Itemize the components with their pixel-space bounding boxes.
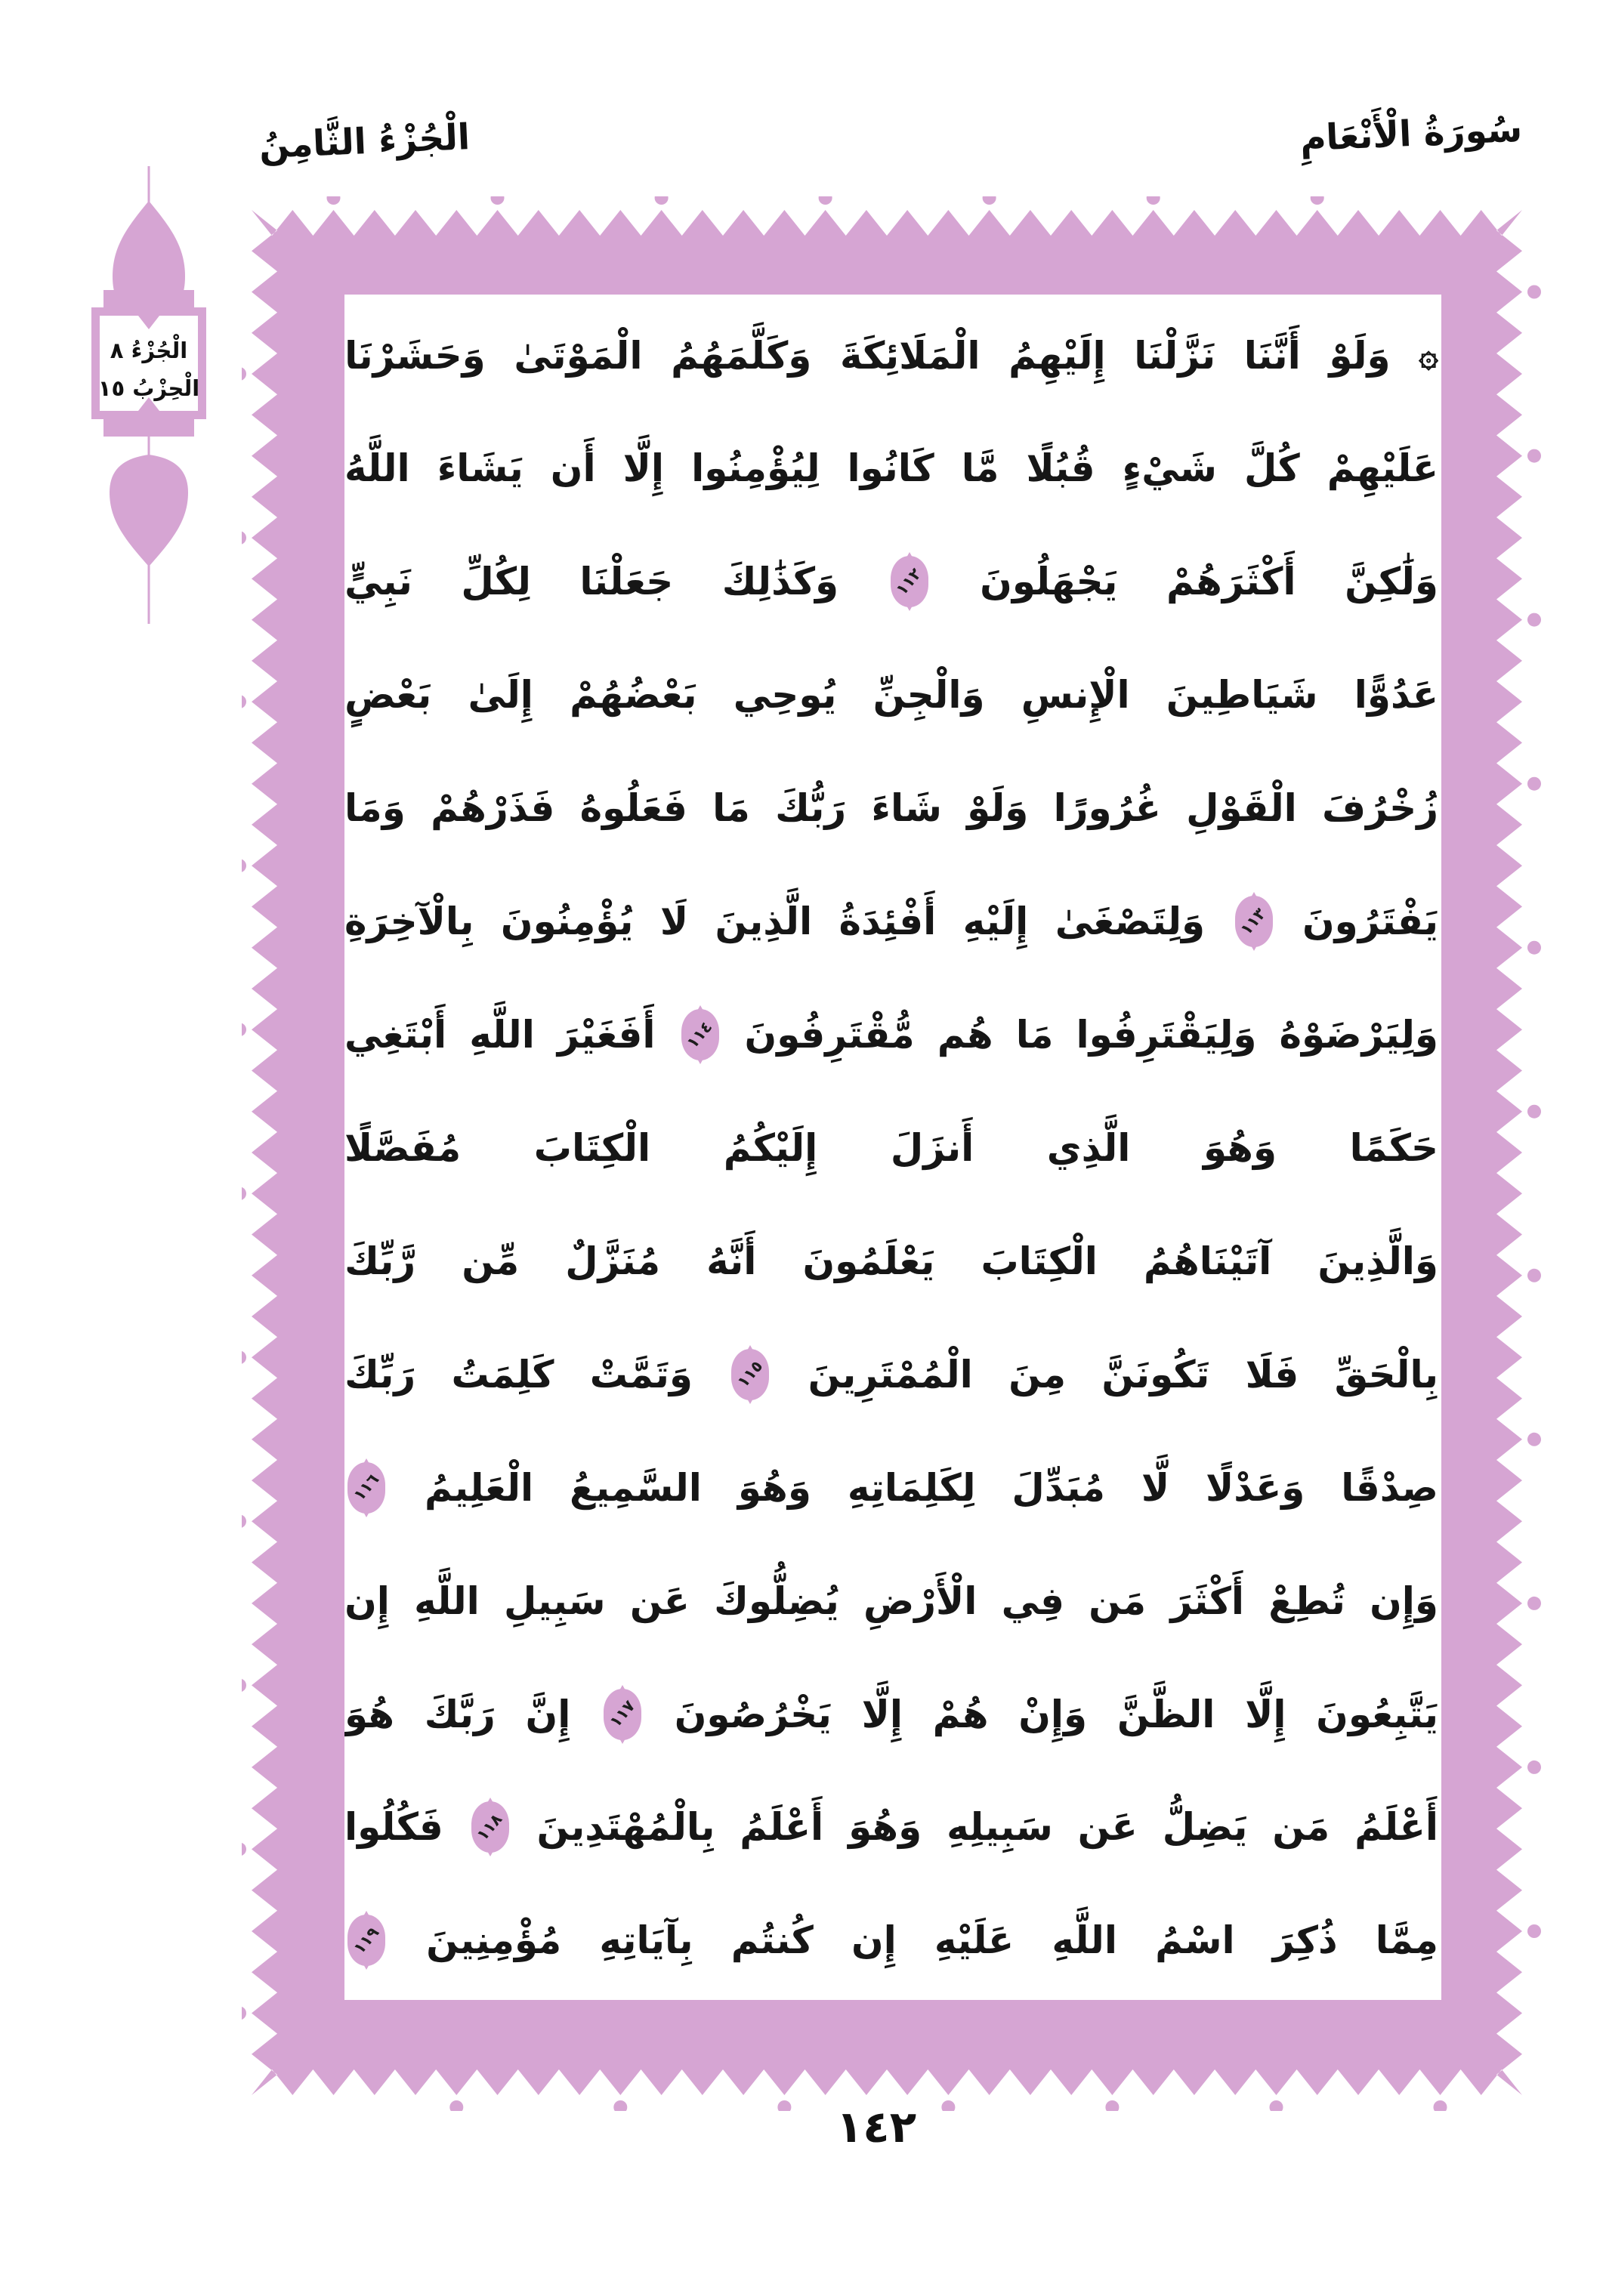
quran-word: عَلَيْهِمْ	[1326, 446, 1438, 491]
quran-word: كُنتُم	[730, 1918, 814, 1963]
quran-word: صِدْقًا	[1341, 1465, 1438, 1510]
frame-droplet	[1311, 196, 1324, 205]
frame-droplet	[242, 1514, 246, 1528]
quran-word: إِلَيْهِمُ	[1008, 333, 1106, 378]
quran-word: فَلَا	[1245, 1352, 1299, 1396]
quran-word: أَفْئِدَةُ	[839, 900, 937, 944]
quran-word: إِن	[344, 1578, 390, 1623]
frame-droplet	[242, 1678, 246, 1692]
quran-line	[344, 639, 1438, 751]
frame-droplet	[1527, 1597, 1541, 1610]
verse-number: ١١٥	[734, 1357, 767, 1391]
juz-hizb-medallion	[42, 165, 261, 625]
frame-droplet	[449, 2100, 463, 2111]
medallion-juz-label: الْجُزْءُ ٨	[110, 338, 188, 363]
quran-word: وَالْجِنِّ	[872, 673, 985, 718]
quran-line	[344, 1431, 1438, 1544]
frame-droplet	[1527, 449, 1541, 463]
quran-word: اللَّهِ	[414, 1578, 480, 1623]
frame-droplet	[1527, 1924, 1541, 1938]
quran-word: مَا	[1015, 1013, 1054, 1057]
quran-word: فِي	[1001, 1578, 1064, 1623]
quran-word: الْأَرْضِ	[863, 1578, 977, 1623]
quran-word: أَعْلَمُ	[1354, 1805, 1438, 1850]
quran-word: وَكَذَٰلِكَ	[721, 560, 839, 604]
quran-word: لَّا	[1141, 1465, 1170, 1510]
quran-word: رَبُّكَ	[775, 786, 847, 831]
quran-word: وَلَٰكِنَّ	[1345, 560, 1438, 604]
quran-word: إِلَيْكُمُ	[723, 1125, 818, 1170]
quran-word: مَا	[712, 786, 750, 831]
quran-word: يَضِلُّ	[1162, 1805, 1248, 1850]
quran-word: مَن	[1089, 1578, 1147, 1623]
quran-word: الْمُمْتَرِينَ	[808, 1352, 973, 1396]
quran-word: وَهُوَ	[737, 1465, 811, 1510]
quran-word: سَبِيلِهِ	[947, 1805, 1053, 1850]
quran-word: اللَّهُ	[344, 446, 410, 491]
verse-end-marker	[681, 1009, 719, 1060]
verse-number: ١١٣	[1237, 904, 1270, 939]
frame-droplet	[327, 196, 341, 205]
quran-word: الْإِنسِ	[1021, 673, 1130, 718]
frame-droplet	[491, 196, 505, 205]
quran-word: لِيُؤْمِنُوا	[691, 446, 820, 491]
quran-word: يَعْلَمُونَ	[802, 1239, 935, 1283]
frame-droplet	[242, 1842, 246, 1856]
quran-word: يُضِلُّوكَ	[714, 1578, 839, 1623]
quran-line	[344, 299, 1438, 412]
quran-word: رَبِّكَ	[344, 1352, 416, 1396]
quran-word: أَعْلَمُ	[740, 1805, 824, 1850]
quran-word: أَنَّنَا	[1243, 333, 1301, 378]
quran-line	[344, 1318, 1438, 1430]
quran-word: مِمَّا	[1375, 1918, 1438, 1963]
quran-word: مُؤْمِنِينَ	[426, 1918, 562, 1963]
quran-word: وَعَدْلًا	[1206, 1465, 1305, 1510]
quran-word: وَلَوْ	[1329, 333, 1391, 378]
quran-word: بِالْحَقِّ	[1334, 1352, 1438, 1396]
quran-word: تُطِعْ	[1268, 1578, 1345, 1623]
quran-word: فَذَرْهُمْ	[431, 786, 555, 831]
verse-number: ١١٩	[350, 1923, 383, 1958]
quran-word: اللَّهِ	[1052, 1918, 1117, 1963]
frame-droplet	[242, 1350, 246, 1364]
quran-word: وَلِيَرْضَوْهُ	[1279, 1013, 1438, 1057]
frame-droplet	[1527, 1269, 1541, 1282]
quran-word: ذُكِرَ	[1272, 1918, 1338, 1963]
quran-word: فَكُلُوا	[344, 1805, 443, 1850]
verse-end-marker	[347, 1915, 385, 1966]
frame-droplet	[242, 531, 246, 545]
frame-droplet	[1527, 285, 1541, 299]
quran-word: يَفْتَرُونَ	[1302, 900, 1438, 944]
quran-word: إِنَّ	[525, 1692, 571, 1736]
quran-word: لِكَلِمَاتِهِ	[847, 1465, 976, 1510]
quran-word: الَّذِينَ	[715, 900, 813, 944]
frame-droplet	[242, 695, 246, 708]
quran-word: تَكُونَنَّ	[1101, 1352, 1210, 1396]
verse-end-marker	[891, 556, 928, 607]
frame-droplet	[242, 1023, 246, 1036]
verse-end-marker	[731, 1349, 769, 1400]
quran-word: مُفَصَّلًا	[344, 1125, 462, 1170]
quran-word: سَبِيلِ	[503, 1578, 606, 1623]
quran-word: فَعَلُوهُ	[579, 786, 687, 831]
quran-word: آتَيْنَاهُمُ	[1143, 1239, 1272, 1283]
quran-word: هُم	[937, 1013, 993, 1057]
frame-droplet	[1527, 1761, 1541, 1774]
quran-word: إِلَىٰ	[468, 673, 533, 718]
juz-header-title: الْجُزْءُ الثَّامِنُ	[258, 116, 471, 168]
medallion-hizb-label: الْحِزْبُ ١٥	[97, 375, 200, 401]
quran-word: مَن	[1272, 1805, 1330, 1850]
frame-droplet	[655, 196, 669, 205]
quran-line	[344, 979, 1438, 1091]
quran-word: أَكْثَرَهُمْ	[1166, 560, 1296, 604]
quran-word: وَإِنْ	[1018, 1692, 1088, 1736]
quran-line	[344, 1884, 1438, 1997]
verse-number: ١١٨	[473, 1810, 506, 1844]
quran-word: الْكِتَابَ	[981, 1239, 1098, 1283]
quran-line	[344, 752, 1438, 865]
quran-word: كَلِمَتُ	[451, 1352, 554, 1396]
verse-number: ١١٢	[892, 564, 925, 599]
quran-word: وَكَلَّمَهُمُ	[671, 333, 812, 378]
quran-word: الْكِتَابَ	[533, 1125, 651, 1170]
quran-word: وَتَمَّتْ	[589, 1352, 693, 1396]
verse-end-marker	[1235, 896, 1273, 947]
quran-line	[344, 412, 1438, 525]
quran-word: عَلَيْهِ	[934, 1918, 1015, 1963]
quran-word: رَبَّكَ	[424, 1692, 496, 1736]
frame-droplet	[242, 859, 246, 872]
frame-droplet	[1527, 941, 1541, 955]
frame-droplet	[613, 2100, 627, 2111]
quran-word: وَلِيَقْتَرِفُوا	[1076, 1013, 1257, 1057]
frame-droplet	[1147, 196, 1160, 205]
quran-text-area	[344, 299, 1438, 1997]
quran-word: بِآيَاتِهِ	[599, 1918, 693, 1963]
frame-droplet	[1270, 2100, 1283, 2111]
quran-word: إِلَيْهِ	[962, 900, 1029, 944]
quran-word: يُوحِي	[733, 673, 837, 718]
quran-word: اسْمُ	[1155, 1918, 1235, 1963]
quran-word: حَكَمًا	[1349, 1125, 1438, 1170]
quran-word: كُلَّ	[1244, 446, 1300, 491]
quran-word: يُؤْمِنُونَ	[500, 900, 634, 944]
quran-word: بِالْمُهْتَدِينَ	[536, 1805, 715, 1850]
verse-number: ١١٧	[606, 1696, 639, 1731]
quran-word: الْمَلَائِكَةَ	[839, 333, 981, 378]
quran-word: بِالْآخِرَةِ	[344, 900, 474, 944]
quran-word: لِكُلِّ	[461, 560, 531, 604]
quran-line	[344, 526, 1438, 638]
frame-droplet	[983, 196, 996, 205]
quran-word: عَدُوًّا	[1354, 673, 1438, 718]
quran-word: إِلَّا	[1245, 1692, 1286, 1736]
quran-word: مُنَزَّلٌ	[565, 1239, 661, 1283]
frame-droplet	[819, 196, 832, 205]
quran-word: يَتَّبِعُونَ	[1316, 1692, 1438, 1736]
rub-el-hizb-icon: ۞	[1419, 335, 1438, 375]
frame-droplet	[1527, 1433, 1541, 1446]
quran-word: إِلَّا	[861, 1692, 903, 1736]
quran-word: يَخْرُصُونَ	[674, 1692, 832, 1736]
quran-word: مَّا	[961, 446, 999, 491]
quran-word: أَنَّهُ	[706, 1239, 757, 1283]
quran-line	[344, 1205, 1438, 1317]
medallion-top-shoulder	[103, 290, 194, 310]
quran-line	[344, 1771, 1438, 1884]
verse-end-marker	[604, 1689, 641, 1740]
verse-end-marker	[471, 1801, 509, 1853]
frame-droplet	[1434, 2100, 1447, 2111]
quran-word: شَاءَ	[871, 786, 942, 831]
quran-word: هُوَ	[344, 1692, 395, 1736]
quran-word: اللَّهِ	[469, 1013, 535, 1057]
quran-word: مِّن	[462, 1239, 520, 1283]
quran-word: وَلِتَصْغَىٰ	[1055, 900, 1206, 944]
medallion-bottom-shoulder	[103, 417, 194, 437]
quran-word: مِنَ	[1008, 1352, 1067, 1396]
quran-word: يَشَاءَ	[437, 446, 523, 491]
quran-word: وَلَوْ	[967, 786, 1029, 831]
quran-word: شَيَاطِينَ	[1166, 673, 1318, 718]
quran-word: أَن	[550, 446, 596, 491]
quran-word: عَن	[1077, 1805, 1138, 1850]
quran-word: زُخْرُفَ	[1321, 786, 1438, 831]
quran-word: الْقَوْلِ	[1186, 786, 1297, 831]
frame-droplet	[242, 1187, 246, 1200]
quran-word: وَهُوَ	[1203, 1125, 1277, 1170]
quran-word: بَعْضُهُمْ	[570, 673, 697, 718]
quran-word: نَبِيٍّ	[344, 560, 412, 604]
frame-droplet	[242, 2007, 246, 2020]
quran-word: رَّبِّكَ	[344, 1239, 416, 1283]
quran-word: شَيْءٍ	[1122, 446, 1217, 491]
quran-line	[344, 1091, 1438, 1204]
quran-word: وَحَشَرْنَا	[344, 333, 486, 378]
quran-word: غُرُورًا	[1053, 786, 1161, 831]
quran-word: لَا	[659, 900, 689, 944]
medallion-bottom-bud	[110, 455, 188, 566]
quran-word: بَعْضٍ	[344, 673, 432, 718]
quran-word: الْعَلِيمُ	[424, 1465, 534, 1510]
quran-line	[344, 1545, 1438, 1657]
page-number: ١٤٢	[835, 2101, 917, 2152]
quran-word: وَمَا	[344, 786, 406, 831]
quran-word: قُبُلًا	[1026, 446, 1095, 491]
quran-word: وَهُوَ	[848, 1805, 922, 1850]
quran-word: الْمَوْتَىٰ	[514, 333, 643, 378]
frame-droplet	[1105, 2100, 1119, 2111]
frame-droplet	[1527, 1105, 1541, 1119]
frame-droplet	[1527, 777, 1541, 791]
quran-word: إِلَّا	[622, 446, 665, 491]
quran-word: نَزَّلْنَا	[1134, 333, 1216, 378]
quran-word: يَجْهَلُونَ	[980, 560, 1118, 604]
quran-word: أَفَغَيْرَ	[557, 1013, 656, 1057]
quran-word: الظَّنَّ	[1116, 1692, 1215, 1736]
quran-line	[344, 866, 1438, 978]
quran-word: مُبَدِّلَ	[1011, 1465, 1106, 1510]
quran-word: هُمْ	[932, 1692, 989, 1736]
quran-word: أَكْثَرَ	[1170, 1578, 1245, 1623]
surah-header-title: سُورَةُ الْأَنْعَامِ	[1299, 108, 1524, 160]
quran-word: عَن	[629, 1578, 690, 1623]
verse-end-marker	[347, 1462, 385, 1514]
quran-line	[344, 1658, 1438, 1770]
quran-word: السَّمِيعُ	[570, 1465, 702, 1510]
quran-word: مُّقْتَرِفُونَ	[744, 1013, 915, 1057]
quran-word: جَعَلْنَا	[579, 560, 674, 604]
quran-word: الَّذِي	[1046, 1125, 1131, 1170]
verse-number: ١١٦	[350, 1470, 383, 1504]
quran-word: وَإِن	[1370, 1578, 1438, 1623]
quran-word: وَالَّذِينَ	[1317, 1239, 1438, 1283]
frame-droplet	[1527, 613, 1541, 627]
quran-word: كَانُوا	[847, 446, 934, 491]
quran-word: إِن	[851, 1918, 897, 1963]
quran-word: أَنزَلَ	[890, 1125, 974, 1170]
verse-number: ١١٤	[683, 1017, 716, 1052]
quran-word: أَبْتَغِي	[344, 1013, 447, 1057]
frame-droplet	[242, 367, 246, 381]
